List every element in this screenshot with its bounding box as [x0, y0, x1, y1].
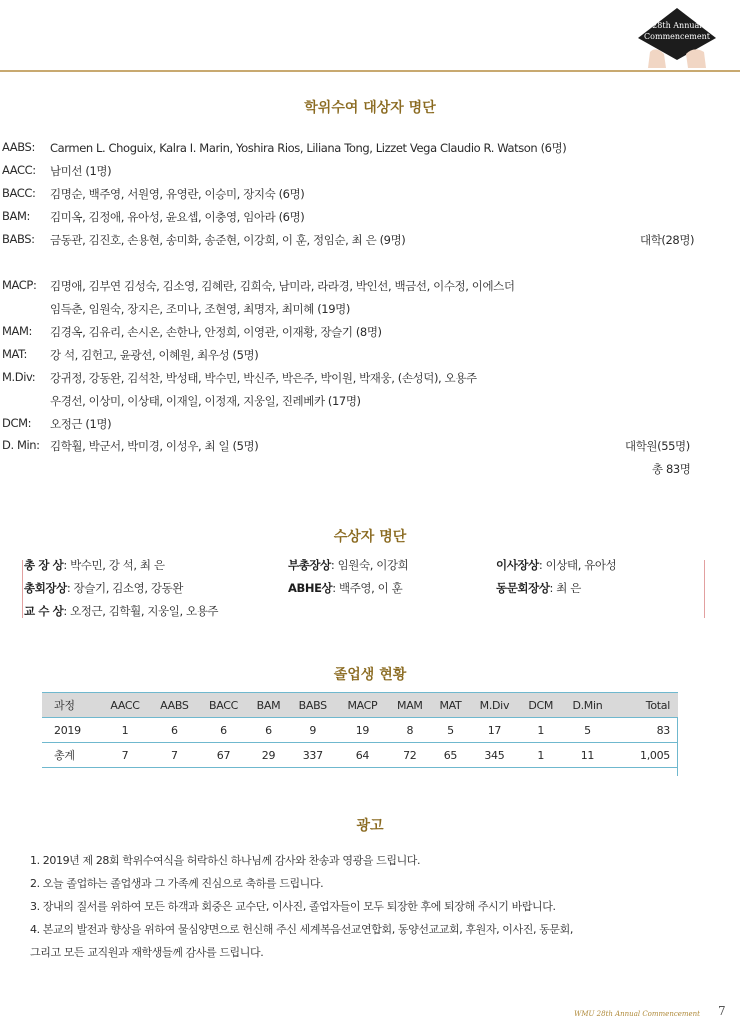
table-cell: 337: [289, 743, 337, 768]
degree-label: DCM:: [2, 416, 32, 430]
graduate-status-table: [42, 693, 678, 768]
page-number: 7: [718, 1004, 726, 1018]
table-cell: 345: [469, 743, 519, 768]
award-vice-president: [288, 557, 408, 573]
graduate-names: 오정근 (1명): [50, 417, 112, 431]
table-header-cell: 과정: [42, 693, 100, 718]
notice-line: 1. 2019년 제 28회 학위수여식을 허락하신 하나님께 감사와 찬송과 영광을 드립니다.: [30, 854, 421, 867]
awards-right-rule: [704, 560, 705, 618]
graduate-row: [2, 438, 259, 453]
award-label: 동문회장상: [496, 581, 550, 595]
degree-label: MAT:: [2, 347, 27, 361]
table-header-cell: BABS: [289, 693, 337, 718]
graduate-names: 김미옥, 김정애, 유아성, 윤요셉, 이충영, 임아라 (6명): [50, 210, 305, 224]
graduate-row: [2, 163, 112, 178]
table-cell: 64: [337, 743, 388, 768]
degree-label: BAM:: [2, 209, 30, 223]
award-names: : 최 은: [549, 581, 581, 595]
graduate-row: [2, 278, 515, 293]
award-chairman: [496, 557, 616, 573]
table-cell: 72: [388, 743, 432, 768]
award-alumni: [496, 580, 581, 596]
award-label: 총회장상: [24, 581, 67, 595]
grad-school-subtotal: 대학원(55명): [625, 439, 690, 453]
table-cell: 2019: [42, 718, 100, 743]
graduate-row: [2, 347, 259, 362]
notice-line: 2. 오늘 졸업하는 졸업생과 그 가족께 진심으로 축하를 드립니다.: [30, 877, 324, 890]
table-cell: 29: [248, 743, 288, 768]
table-cell: 5: [432, 718, 470, 743]
table-cell: 5: [562, 718, 613, 743]
graduate-row: [2, 140, 567, 155]
graduate-row: [2, 416, 112, 431]
table-cell: 8: [388, 718, 432, 743]
table-header-cell: AABS: [150, 693, 199, 718]
table-cell: 1: [520, 718, 562, 743]
notice-line: 그리고 모든 교직원과 재학생들께 감사를 드립니다.: [30, 946, 264, 959]
table-cell: 83: [613, 718, 678, 743]
graduate-names: 우경선, 이상미, 이상태, 이재일, 이정재, 지웅일, 진레베카 (17명): [50, 394, 361, 408]
graduate-names: 김경옥, 김유리, 손시온, 손한나, 안정희, 이영관, 이재황, 장슬기 (8명): [50, 325, 382, 339]
award-faculty: [24, 603, 218, 619]
table-cell: 65: [432, 743, 470, 768]
table-cell: 17: [469, 718, 519, 743]
table-header-row: [42, 693, 678, 718]
table-row: [42, 718, 678, 743]
graduate-names: 남미선 (1명): [50, 164, 112, 178]
table-cell: 총계: [42, 743, 100, 768]
graduate-names: 강 석, 김헌고, 윤광선, 이혜원, 최우성 (5명): [50, 348, 259, 362]
commencement-badge: [636, 6, 718, 70]
table-header-cell: MAT: [432, 693, 470, 718]
table-cell: 1,005: [613, 743, 678, 768]
degree-label: BACC:: [2, 186, 36, 200]
table-cell: 11: [562, 743, 613, 768]
table-cell: 1: [520, 743, 562, 768]
graduate-names: 금동관, 김진호, 손용현, 송미화, 송준현, 이강희, 이 훈, 정임순, 최 은 (9명): [50, 233, 406, 247]
award-names: : 임원숙, 이강희: [330, 558, 409, 572]
award-names: : 이상태, 유아성: [538, 558, 617, 572]
degree-label: BABS:: [2, 232, 35, 246]
table-cell: 9: [289, 718, 337, 743]
award-names: : 백주영, 이 훈: [332, 581, 403, 595]
award-abhe: [288, 580, 402, 596]
graduate-row: [2, 324, 382, 339]
table-cell: 6: [150, 718, 199, 743]
award-names: : 장슬기, 김소영, 강동완: [66, 581, 183, 595]
notice-line: 4. 본교의 발전과 향상을 위하여 물심양면으로 헌신해 주신 세계복음선교연합회, 동양선교교회, 후원자, 이사진, 동문회,: [30, 923, 573, 936]
degree-label: AABS:: [2, 140, 35, 154]
table-header-cell: D.Min: [562, 693, 613, 718]
table-header-cell: MACP: [337, 693, 388, 718]
award-president: [24, 557, 165, 573]
table-cell: 6: [248, 718, 288, 743]
award-label: 이사장상: [496, 558, 539, 572]
award-general-assembly: [24, 580, 183, 596]
table-cell: 7: [150, 743, 199, 768]
graduates-total: 총 83명: [652, 462, 691, 476]
graduate-row: [2, 232, 406, 247]
table-header-cell: BACC: [199, 693, 249, 718]
award-names: : 오정근, 김학훨, 지웅일, 오용주: [63, 604, 219, 618]
award-label: ABHE상: [288, 581, 333, 595]
table-cell: 1: [100, 718, 150, 743]
college-subtotal: 대학(28명): [640, 233, 695, 247]
graduate-names: 김명애, 김부연 김성숙, 김소영, 김혜란, 김희숙, 남미라, 라라경, 박인선, 백금선, 이수정, 이에스더: [50, 279, 515, 293]
header-rule: [0, 70, 740, 72]
table-header-cell: AACC: [100, 693, 150, 718]
award-label: 총 장 상: [24, 558, 64, 572]
table-header-cell: DCM: [520, 693, 562, 718]
footer-text: WMU 28th Annual Commencement: [574, 1010, 700, 1018]
table-header-cell: Total: [613, 693, 678, 718]
badge-line2: Commencement: [644, 32, 710, 41]
degree-label: MACP:: [2, 278, 37, 292]
graduate-names: 김명순, 백주영, 서원영, 유영란, 이승미, 장지숙 (6명): [50, 187, 305, 201]
table-cell: 19: [337, 718, 388, 743]
table-header-cell: M.Div: [469, 693, 519, 718]
table-header-cell: BAM: [248, 693, 288, 718]
table-cell: 67: [199, 743, 249, 768]
graduate-row: [2, 186, 305, 201]
degree-label: MAM:: [2, 324, 32, 338]
degree-label: AACC:: [2, 163, 36, 177]
degree-label: D. Min:: [2, 438, 40, 452]
table-cell: 6: [199, 718, 249, 743]
award-label: 교 수 상: [24, 604, 64, 618]
table-row: [42, 743, 678, 768]
graduate-names: Carmen L. Choguix, Kalra I. Marin, Yoshira Rios, Liliana Tong, Lizzet Vega Claudio R. Watson (6명): [50, 141, 567, 155]
graduates-title: 학위수여 대상자 명단: [304, 100, 436, 116]
awards-title: 수상자 명단: [333, 529, 407, 545]
notice-title: 광고: [356, 818, 384, 834]
graduate-names: 임득춘, 임원숙, 장지은, 조미나, 조현영, 최명자, 최미혜 (19명): [50, 302, 350, 316]
graduate-row: [2, 209, 305, 224]
graduate-names: 김학훨, 박군서, 박미경, 이성우, 최 일 (5명): [50, 439, 259, 453]
badge-line1: 28th Annual: [652, 21, 702, 30]
awards-left-rule: [22, 560, 23, 618]
table-header-cell: MAM: [388, 693, 432, 718]
degree-label: M.Div:: [2, 370, 36, 384]
graduate-names: 강귀정, 강동완, 김석찬, 박성태, 박수민, 박신주, 박은주, 박이원, 박재웅, (손성덕), 오용주: [50, 371, 477, 385]
table-cell: 7: [100, 743, 150, 768]
status-title: 졸업생 현황: [333, 667, 407, 683]
award-label: 부총장상: [288, 558, 331, 572]
notice-line: 3. 장내의 질서를 위하여 모든 하객과 회중은 교수단, 이사진, 졸업자들이 모두 퇴장한 후에 퇴장해 주시기 바랍니다.: [30, 900, 556, 913]
award-names: : 박수민, 강 석, 최 은: [63, 558, 165, 572]
graduate-row: [2, 370, 477, 385]
